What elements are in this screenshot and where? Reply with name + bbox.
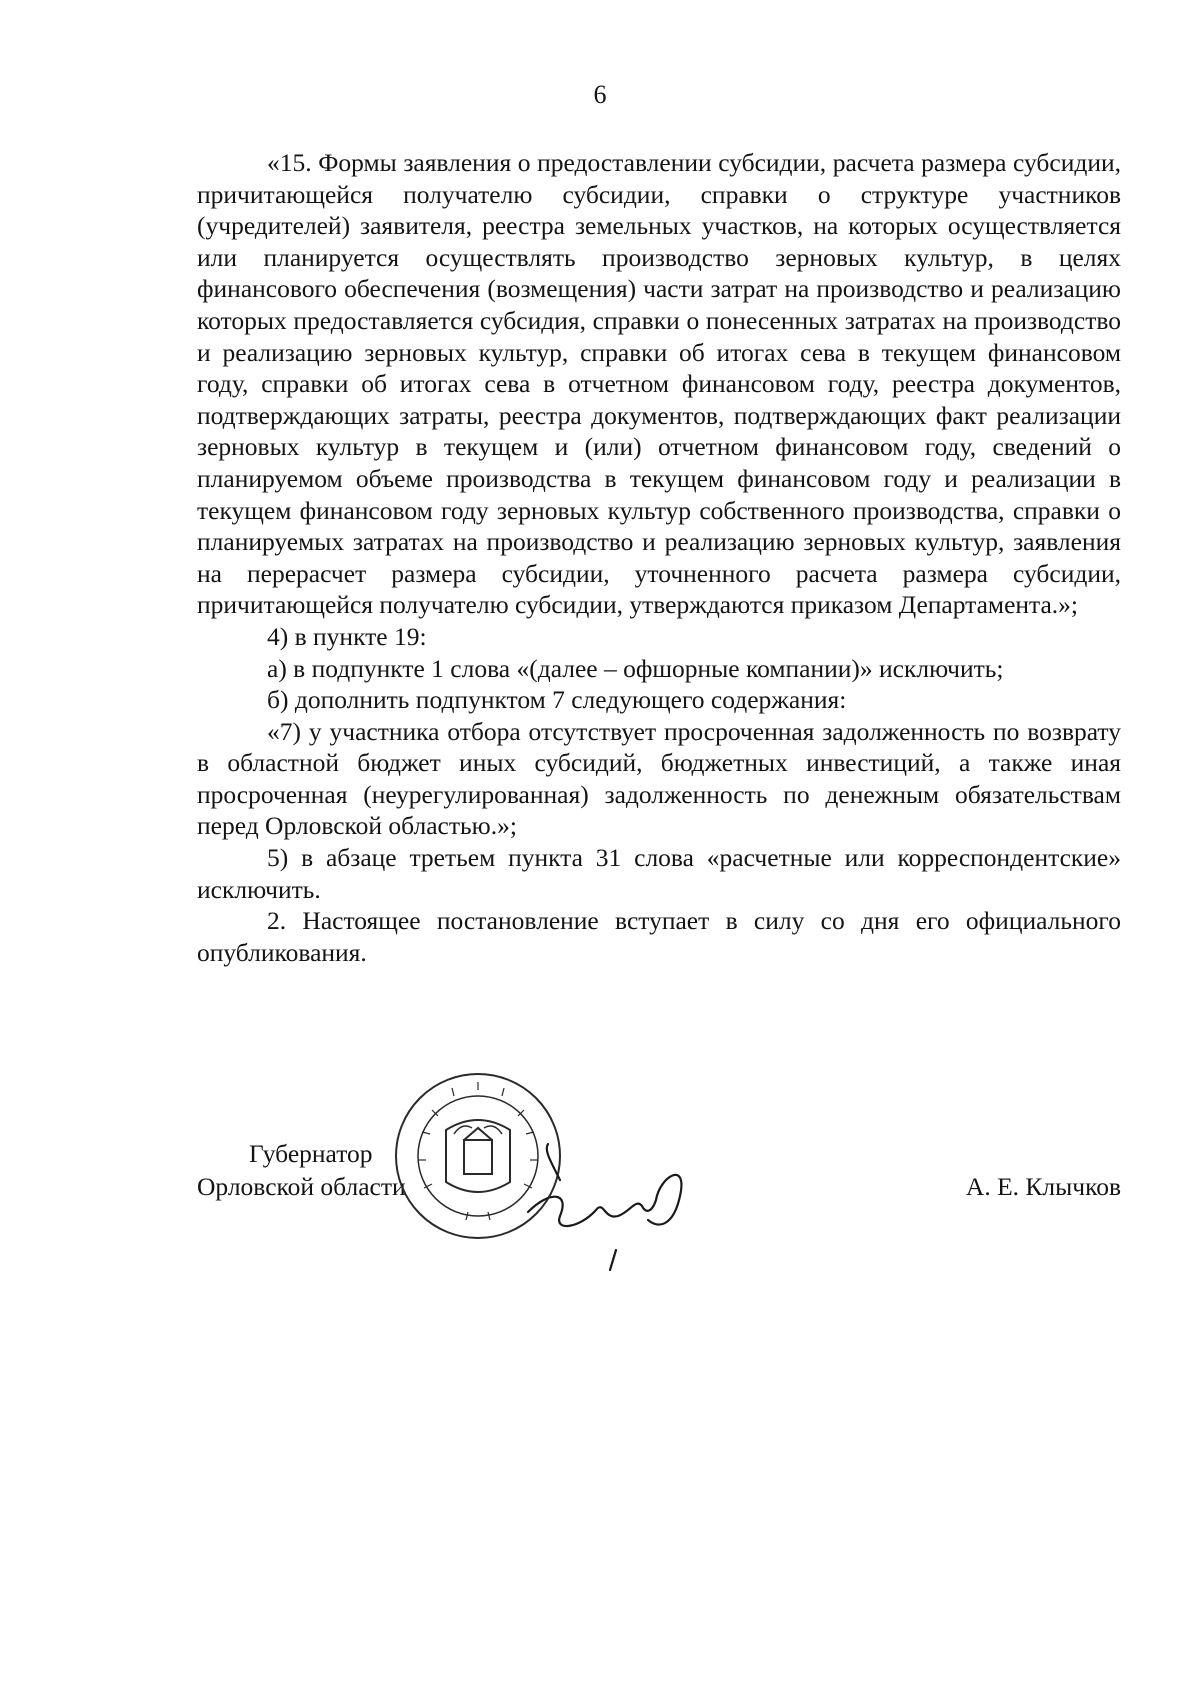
signatory-title <box>197 1137 406 1203</box>
paragraph-item-4: 4) в пункте 19: <box>267 621 427 651</box>
paragraph-item-5: 5) в абзаце третьем пункта 31 слова «расчетные или корреспондентские» исключить. <box>197 843 1121 904</box>
page-number: 6 <box>593 80 607 109</box>
document-body <box>197 147 1121 968</box>
signatory-title-line1: Губернатор <box>249 1139 373 1168</box>
paragraph-sub-7: «7) у участника отбора отсутствует просроченная задолженность по возврату в областной бюджет иных субсидий, бюджетных инвестиций, а также иная просроченная (неурегулированная) задолженность по денежным обязательствам перед Орловской областью.»; <box>197 716 1121 841</box>
paragraph-sub-b: б) дополнить подпунктом 7 следующего содержания: <box>267 685 847 715</box>
signatory-title-line2: Орловской области <box>197 1172 406 1201</box>
signatory-name: А. Е. Клычков <box>965 1172 1121 1201</box>
paragraph-sub-a: а) в подпункте 1 слова «(далее – офшорные компании)» исключить; <box>267 653 1004 683</box>
paragraph-15: «15. Формы заявления о предоставлении субсидии, расчета размера субсидии, причитающейся получателю субсидии, справки о структуре участников (учредителей) заявителя, реестра земельных участков, на которых осуществляется или планируется осуществлять производство зерновых культур, в целях финансового обеспечения (возмещения) части затрат на производство и реализацию которых предоставляется субсидия, справки о понесенных затратах на производство и реализацию зерновых культур, справки об итогах сева в текущем финансовом году, справки об итогах сева в отчетном финансовом году, реестра документов, подтверждающих затраты, реестра документов, подтверждающих факт реализации зерновых культур в текущем и (или) отчетном финансовом году, сведений о планируемом объеме производства в текущем финансовом году и реализации в текущем финансовом году зерновых культур собственного производства, справки о планируемых затратах на производство и реализацию зерновых культур, заявления на перерасчет размера субсидии, уточненного расчета размера субсидии, причитающейся получателю субсидии, утверждаются приказом Департамента.»; <box>197 148 1121 620</box>
signature-icon <box>520 1120 700 1290</box>
paragraph-clause-2: 2. Настоящее постановление вступает в силу со дня его официального опубликования. <box>197 906 1121 967</box>
